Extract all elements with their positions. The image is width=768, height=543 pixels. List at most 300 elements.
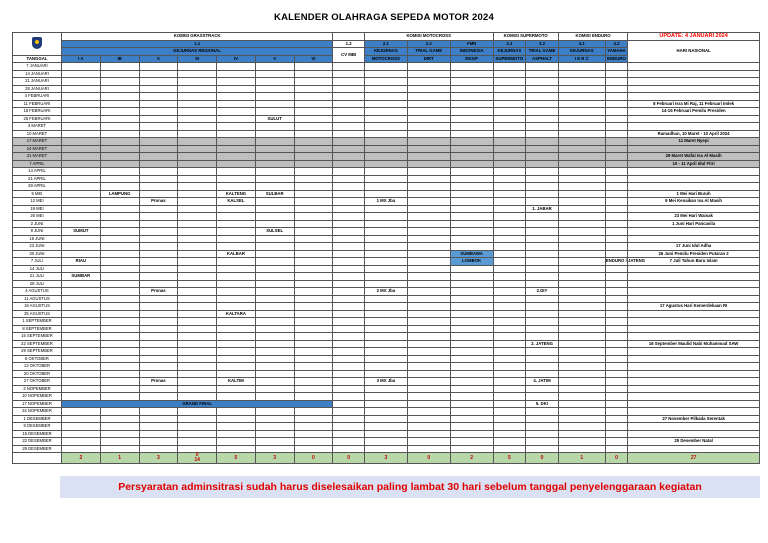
- region-cell: [100, 213, 139, 221]
- hdr-mxgp: MXGP: [450, 55, 493, 63]
- region-cell: [178, 370, 217, 378]
- region-cell: [178, 235, 217, 243]
- national-holiday-cell: 9 Mei Kenaikan Isa Al Masih: [628, 198, 760, 206]
- national-holiday-cell: [628, 123, 760, 131]
- region-cell: [178, 138, 217, 146]
- event-cell: 1. JABAR: [526, 205, 559, 213]
- region-cell: [139, 280, 178, 288]
- region-cell: [139, 78, 178, 86]
- event-cell: [493, 175, 526, 183]
- event-cell: [364, 340, 407, 348]
- event-cell: [493, 123, 526, 131]
- event-cell: [493, 325, 526, 333]
- event-cell: [605, 318, 627, 326]
- page-title: KALENDER OLAHRAGA SEPEDA MOTOR 2024: [274, 12, 494, 23]
- hdr-4-2: 4.2: [605, 40, 627, 48]
- event-cell: [333, 78, 365, 86]
- event-cell: [333, 355, 365, 363]
- event-cell: [333, 265, 365, 273]
- region-cell: [139, 438, 178, 446]
- hdr-region: II: [139, 55, 178, 63]
- region-cell: [255, 265, 294, 273]
- region-cell: [294, 280, 333, 288]
- event-cell: [333, 108, 365, 116]
- table-row: [13, 108, 760, 116]
- event-cell: 5. DKI: [526, 400, 559, 408]
- event-cell: [407, 130, 450, 138]
- national-holiday-cell: [628, 310, 760, 318]
- event-cell: 3 MX Jba: [364, 378, 407, 386]
- region-cell: [100, 198, 139, 206]
- event-cell: [558, 250, 605, 258]
- event-cell: [450, 70, 493, 78]
- region-cell: [178, 198, 217, 206]
- event-cell: [364, 175, 407, 183]
- region-cell: [217, 138, 256, 146]
- region-cell: [139, 408, 178, 416]
- national-holiday-cell: [628, 430, 760, 438]
- region-cell: [100, 318, 139, 326]
- event-cell: [558, 333, 605, 341]
- national-holiday-cell: [628, 288, 760, 296]
- event-cell: [493, 220, 526, 228]
- event-cell: [558, 160, 605, 168]
- date-cell: 15 DESEMBER: [13, 430, 62, 438]
- event-cell: [493, 258, 526, 266]
- region-cell: [61, 288, 100, 296]
- event-cell: [526, 183, 559, 191]
- event-cell: [407, 288, 450, 296]
- table-row: [13, 273, 760, 281]
- region-cell: [100, 385, 139, 393]
- event-cell: [605, 385, 627, 393]
- region-cell: Pronas: [139, 288, 178, 296]
- region-cell: [61, 370, 100, 378]
- region-cell: [294, 378, 333, 386]
- date-cell: 21 JULI: [13, 273, 62, 281]
- table-row: [13, 235, 760, 243]
- event-cell: [407, 183, 450, 191]
- date-cell: 1 DESEMBER: [13, 415, 62, 423]
- region-cell: [61, 235, 100, 243]
- region-cell: [217, 288, 256, 296]
- event-cell: [526, 438, 559, 446]
- event-cell: LOMBOK: [450, 258, 493, 266]
- event-cell: [605, 160, 627, 168]
- region-cell: [255, 355, 294, 363]
- event-cell: [526, 145, 559, 153]
- region-cell: [178, 228, 217, 236]
- total-region-cell: 2: [61, 453, 100, 464]
- event-cell: [605, 175, 627, 183]
- event-cell: [333, 400, 365, 408]
- event-cell: [526, 423, 559, 431]
- region-cell: [100, 303, 139, 311]
- event-cell: [364, 445, 407, 453]
- event-cell: [333, 430, 365, 438]
- region-cell: [100, 340, 139, 348]
- region-cell: [294, 175, 333, 183]
- region-cell: [139, 415, 178, 423]
- region-cell: [217, 70, 256, 78]
- hdr-supermoto: KOMISI SUPERMOTO: [493, 33, 558, 41]
- event-cell: [526, 168, 559, 176]
- hdr-region: III: [178, 55, 217, 63]
- region-cell: [255, 70, 294, 78]
- event-cell: [558, 273, 605, 281]
- region-cell: [139, 273, 178, 281]
- date-cell: 11 AGUSTUS: [13, 295, 62, 303]
- event-cell: [364, 325, 407, 333]
- table-row: [13, 160, 760, 168]
- region-cell: [61, 363, 100, 371]
- national-holiday-cell: 25 Desember Natal: [628, 438, 760, 446]
- event-cell: [364, 258, 407, 266]
- region-cell: [217, 355, 256, 363]
- region-cell: [217, 108, 256, 116]
- region-cell: [139, 295, 178, 303]
- date-cell: 24 MARET: [13, 145, 62, 153]
- region-cell: [61, 385, 100, 393]
- event-cell: [605, 130, 627, 138]
- event-cell: [333, 363, 365, 371]
- region-cell: [178, 430, 217, 438]
- event-cell: [493, 228, 526, 236]
- region-cell: [255, 415, 294, 423]
- event-cell: [493, 115, 526, 123]
- region-cell: [100, 310, 139, 318]
- event-cell: [558, 168, 605, 176]
- table-row: [13, 423, 760, 431]
- region-cell: [100, 378, 139, 386]
- national-holiday-cell: [628, 295, 760, 303]
- national-holiday-cell: [628, 363, 760, 371]
- event-cell: [407, 295, 450, 303]
- event-cell: [558, 63, 605, 71]
- hdr-4-1: 4.1: [558, 40, 605, 48]
- region-cell: [61, 205, 100, 213]
- table-row: [13, 370, 760, 378]
- region-cell: [139, 325, 178, 333]
- event-cell: [493, 340, 526, 348]
- region-cell: [178, 288, 217, 296]
- event-cell: [526, 445, 559, 453]
- region-cell: [61, 438, 100, 446]
- national-holiday-cell: [628, 348, 760, 356]
- national-holiday-cell: Ramadhan, 10 Maret - 10 April 2024: [628, 130, 760, 138]
- region-cell: [294, 70, 333, 78]
- event-cell: [364, 235, 407, 243]
- event-cell: 2 MX Jba: [364, 288, 407, 296]
- event-cell: [558, 235, 605, 243]
- region-cell: Pronas: [139, 198, 178, 206]
- region-cell: Pronas: [139, 378, 178, 386]
- region-cell: [217, 415, 256, 423]
- event-cell: [493, 198, 526, 206]
- date-cell: 28 JULI: [13, 280, 62, 288]
- national-holiday-cell: 23 Mei Hari Waisak: [628, 213, 760, 221]
- region-cell: [255, 333, 294, 341]
- event-cell: [526, 370, 559, 378]
- event-cell: [526, 363, 559, 371]
- region-cell: [255, 310, 294, 318]
- date-cell: 17 MARET: [13, 138, 62, 146]
- region-cell: [294, 408, 333, 416]
- region-cell: [294, 333, 333, 341]
- region-cell: [139, 138, 178, 146]
- event-cell: [493, 438, 526, 446]
- region-cell: [217, 115, 256, 123]
- event-cell: [407, 228, 450, 236]
- event-cell: [526, 318, 559, 326]
- event-cell: [333, 280, 365, 288]
- region-cell: [255, 130, 294, 138]
- event-cell: [407, 348, 450, 356]
- region-cell: [217, 295, 256, 303]
- table-row: [13, 333, 760, 341]
- event-cell: [526, 393, 559, 401]
- region-cell: [294, 445, 333, 453]
- region-cell: [217, 370, 256, 378]
- calendar-table: [12, 32, 760, 464]
- region-cell: [61, 310, 100, 318]
- event-cell: [558, 175, 605, 183]
- region-cell: [255, 213, 294, 221]
- region-cell: [139, 363, 178, 371]
- region-cell: [61, 295, 100, 303]
- region-cell: [61, 220, 100, 228]
- region-cell: [100, 220, 139, 228]
- table-row: [13, 100, 760, 108]
- date-cell: 4 AGUSTUS: [13, 288, 62, 296]
- event-cell: [605, 445, 627, 453]
- event-cell: [364, 213, 407, 221]
- event-cell: [558, 228, 605, 236]
- hdr-1-2: 1.2: [333, 40, 365, 48]
- event-cell: [558, 445, 605, 453]
- region-cell: SUMUT: [61, 228, 100, 236]
- date-cell: 20 OKTOBER: [13, 370, 62, 378]
- table-row: [13, 385, 760, 393]
- event-cell: [450, 243, 493, 251]
- event-cell: [450, 213, 493, 221]
- region-cell: [255, 93, 294, 101]
- region-cell: [255, 220, 294, 228]
- event-cell: [493, 363, 526, 371]
- event-cell: [364, 273, 407, 281]
- event-cell: [333, 243, 365, 251]
- event-cell: [493, 63, 526, 71]
- region-cell: [100, 78, 139, 86]
- event-cell: [333, 183, 365, 191]
- region-cell: [100, 168, 139, 176]
- event-cell: [364, 295, 407, 303]
- region-cell: [178, 63, 217, 71]
- national-holiday-cell: [628, 265, 760, 273]
- event-cell: [364, 78, 407, 86]
- national-holiday-cell: [628, 393, 760, 401]
- region-cell: [255, 78, 294, 86]
- region-cell: [139, 153, 178, 161]
- event-cell: [407, 78, 450, 86]
- region-cell: [178, 340, 217, 348]
- event-cell: [493, 145, 526, 153]
- event-cell: [526, 70, 559, 78]
- region-cell: [178, 333, 217, 341]
- region-cell: [217, 205, 256, 213]
- event-cell: [526, 190, 559, 198]
- region-cell: [61, 408, 100, 416]
- event-cell: [407, 430, 450, 438]
- event-cell: [493, 408, 526, 416]
- region-cell: [178, 348, 217, 356]
- region-cell: [217, 303, 256, 311]
- region-cell: [294, 303, 333, 311]
- hdr-2-1: 2.1: [364, 40, 407, 48]
- date-cell: 12 MEI: [13, 198, 62, 206]
- region-cell: [255, 430, 294, 438]
- event-cell: [526, 295, 559, 303]
- event-cell: [450, 415, 493, 423]
- event-cell: [558, 85, 605, 93]
- region-cell: [178, 378, 217, 386]
- event-cell: [526, 250, 559, 258]
- region-cell: [178, 205, 217, 213]
- event-cell: [333, 273, 365, 281]
- national-holiday-cell: [628, 205, 760, 213]
- region-cell: [61, 78, 100, 86]
- region-cell: [178, 355, 217, 363]
- region-cell: LAMPUNG: [100, 190, 139, 198]
- date-cell: 7 APRIL: [13, 160, 62, 168]
- region-cell: [61, 63, 100, 71]
- region-cell: [255, 340, 294, 348]
- event-cell: [450, 288, 493, 296]
- event-cell: [558, 340, 605, 348]
- region-cell: [178, 153, 217, 161]
- event-cell: [605, 378, 627, 386]
- event-cell: [407, 333, 450, 341]
- region-cell: [255, 445, 294, 453]
- region-cell: [217, 430, 256, 438]
- region-cell: [61, 108, 100, 116]
- event-cell: [407, 393, 450, 401]
- hdr-dirt: DIRT: [407, 55, 450, 63]
- event-cell: [558, 318, 605, 326]
- total-event-cell: 0: [407, 453, 450, 464]
- date-cell: 4 FEBRUARI: [13, 93, 62, 101]
- event-cell: [450, 175, 493, 183]
- national-holiday-cell: [628, 318, 760, 326]
- event-cell: [558, 325, 605, 333]
- event-cell: [493, 190, 526, 198]
- table-row: [13, 205, 760, 213]
- region-cell: KALSEL: [217, 198, 256, 206]
- national-holiday-cell: 17 Juni Idul Adha: [628, 243, 760, 251]
- event-cell: [493, 348, 526, 356]
- event-cell: [558, 138, 605, 146]
- region-cell: [294, 243, 333, 251]
- event-cell: [605, 168, 627, 176]
- region-cell: [294, 145, 333, 153]
- event-cell: [558, 408, 605, 416]
- hdr-cv-mbi: CV MBI: [333, 48, 365, 63]
- region-cell: [139, 100, 178, 108]
- region-cell: [294, 430, 333, 438]
- totals-row: [13, 453, 760, 464]
- event-cell: [407, 235, 450, 243]
- region-cell: [178, 415, 217, 423]
- event-cell: [526, 100, 559, 108]
- region-cell: [139, 63, 178, 71]
- region-cell: [178, 78, 217, 86]
- region-cell: [217, 273, 256, 281]
- event-cell: [333, 220, 365, 228]
- region-cell: [100, 430, 139, 438]
- event-cell: [605, 273, 627, 281]
- region-cell: [294, 415, 333, 423]
- region-cell: [139, 93, 178, 101]
- region-cell: [100, 325, 139, 333]
- region-cell: [139, 243, 178, 251]
- table-row: [13, 258, 760, 266]
- event-cell: [407, 340, 450, 348]
- date-cell: 21 APRIL: [13, 175, 62, 183]
- event-cell: [558, 310, 605, 318]
- region-cell: [61, 355, 100, 363]
- region-cell: [61, 325, 100, 333]
- event-cell: [558, 423, 605, 431]
- region-cell: [61, 393, 100, 401]
- date-cell: 30 JUNI: [13, 250, 62, 258]
- date-cell: 21 JANUARI: [13, 78, 62, 86]
- event-cell: [407, 190, 450, 198]
- event-cell: [333, 228, 365, 236]
- event-cell: [364, 85, 407, 93]
- region-cell: [294, 250, 333, 258]
- event-cell: [558, 370, 605, 378]
- event-cell: [558, 288, 605, 296]
- event-cell: [558, 153, 605, 161]
- event-cell: [605, 280, 627, 288]
- event-cell: [493, 183, 526, 191]
- region-cell: [178, 183, 217, 191]
- table-row: [13, 430, 760, 438]
- event-cell: [526, 198, 559, 206]
- region-cell: [100, 393, 139, 401]
- region-cell: SULUT: [255, 115, 294, 123]
- table-row: [13, 280, 760, 288]
- hdr-region: IV: [217, 55, 256, 63]
- region-cell: [61, 183, 100, 191]
- table-row: [13, 190, 760, 198]
- event-cell: [526, 325, 559, 333]
- region-cell: [178, 213, 217, 221]
- event-cell: [407, 198, 450, 206]
- region-cell: [139, 168, 178, 176]
- event-cell: [333, 115, 365, 123]
- event-cell: [450, 63, 493, 71]
- region-cell: [294, 348, 333, 356]
- region-cell: [139, 265, 178, 273]
- event-cell: [364, 138, 407, 146]
- region-cell: [100, 348, 139, 356]
- event-cell: [364, 265, 407, 273]
- region-cell: [255, 303, 294, 311]
- event-cell: [333, 213, 365, 221]
- event-cell: [493, 295, 526, 303]
- region-cell: [61, 445, 100, 453]
